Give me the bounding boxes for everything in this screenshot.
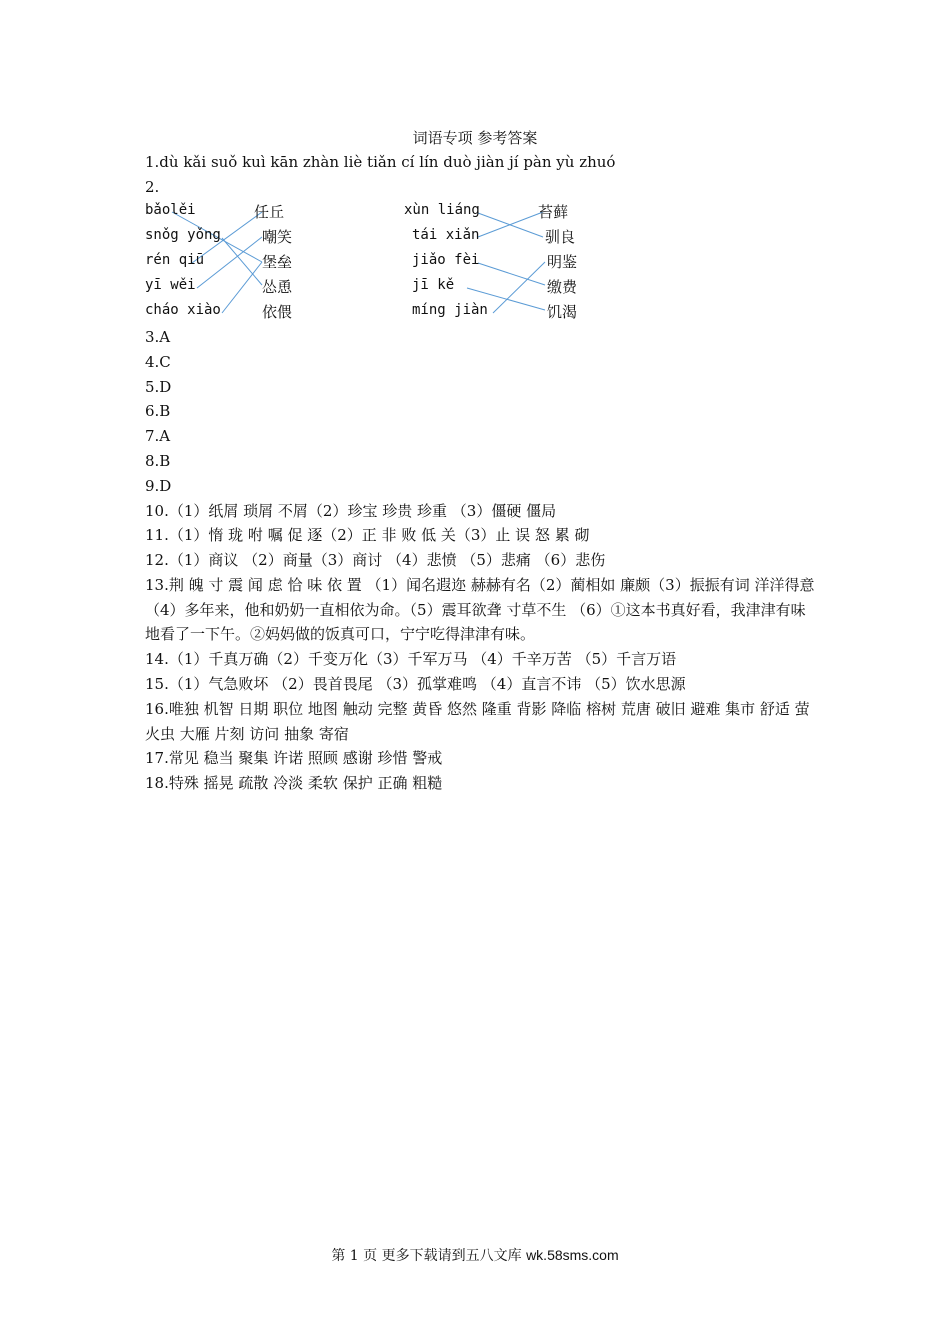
left-word: 堡垒: [262, 253, 293, 271]
left-word: 依偎: [262, 303, 293, 321]
left-pinyin: snǒg yǒng: [145, 227, 221, 243]
answer-16: 16.唯独 机智 日期 职位 地图 触动 完整 黄昏 悠然 隆重 背影 降临 榕树 荒唐 破旧 避难 集市 舒适 萤火虫 大雁 片刻 访问 抽象 寄宿: [145, 700, 810, 743]
left-word: 怂恿: [262, 278, 293, 296]
left-pinyin: yī wěi: [145, 277, 196, 293]
left-pinyin: rén qiū: [145, 252, 205, 268]
match-line: [493, 262, 545, 313]
match-line: [197, 237, 262, 288]
answer-4: 4.C: [145, 353, 171, 371]
left-pinyin: bǎolěi: [145, 202, 196, 218]
answer-11: 11.（1）惰 珑 咐 嘱 促 逐（2）正 非 败 低 关（3）止 误 怒 累 砌: [145, 526, 590, 544]
right-word: 苔藓: [538, 203, 569, 221]
answer-8: 8.B: [145, 452, 171, 470]
right-pinyin: míng jiàn: [412, 302, 488, 318]
right-pinyin: jiǎo fèi: [412, 252, 480, 268]
right-word: 驯良: [545, 228, 576, 246]
answer-12: 12.（1）商议 （2）商量（3）商讨 （4）悲愤 （5）悲痛 （6）悲伤: [145, 551, 606, 569]
answer-5: 5.D: [145, 378, 172, 396]
answer-10: 10.（1）纸屑 琐屑 不屑（2）珍宝 珍贵 珍重 （3）僵硬 僵局: [145, 502, 557, 520]
answer-3: 3.A: [145, 328, 171, 346]
right-word: 缴费: [547, 278, 578, 296]
right-word: 明鉴: [547, 253, 578, 271]
answer-13: 13.荆 魄 寸 震 闻 虑 恰 味 依 置 （1）闻名遐迩 赫赫有名（2）蔺相如 廉颇（3）振振有词 洋洋得意（4）多年来，他和奶奶一直相依为命。（5）震耳欲聋 寸草不生 （6）①这本书真好看，我津津有味地看了一下午。②妈妈做的饭真可口，宁宁吃得津津有味。: [145, 576, 815, 643]
footer-site-link[interactable]: wk.58sms.com: [526, 1247, 619, 1263]
page-footer: [0, 1245, 950, 1265]
left-word: 嘲笑: [262, 228, 293, 246]
answer-15: 15.（1）气急败坏 （2）畏首畏尾 （3）孤掌难鸣 （4）直言不讳 （5）饮水思源: [145, 675, 686, 693]
answer-18: 18.特殊 摇晃 疏散 冷淡 柔软 保护 正确 粗糙: [145, 774, 443, 792]
answer-14: 14.（1）千真万确（2）千变万化（3）千军万马 （4）千辛万苦 （5）千言万语: [145, 650, 677, 668]
answer-6: 6.B: [145, 402, 171, 420]
right-pinyin: tái xiǎn: [412, 227, 480, 243]
right-pinyin: xùn liáng: [404, 202, 480, 218]
right-pinyin: jī kě: [412, 277, 455, 293]
answer-7: 7.A: [145, 427, 171, 445]
match-line: [222, 262, 262, 313]
answer-17: 17.常见 稳当 聚集 许诺 照顾 感谢 珍惜 警戒: [145, 749, 443, 767]
page-title: 词语专项 参考答案: [412, 129, 538, 147]
answer-9: 9.D: [145, 477, 172, 495]
match-line: [478, 263, 545, 285]
footer-text: 第 1 页 更多下载请到五八文库: [331, 1248, 527, 1264]
answer-1: 1.dù kǎi suǒ kuì kān zhàn liè tiǎn cí lín duò jiàn jí pàn yù zhuó: [145, 153, 616, 171]
answer-2-label: 2.: [145, 178, 160, 196]
match-line: [222, 238, 262, 285]
left-pinyin: cháo xiào: [145, 302, 221, 318]
right-word: 饥渴: [547, 303, 578, 321]
left-word: 任丘: [254, 203, 285, 221]
matching-lines: [0, 0, 950, 400]
